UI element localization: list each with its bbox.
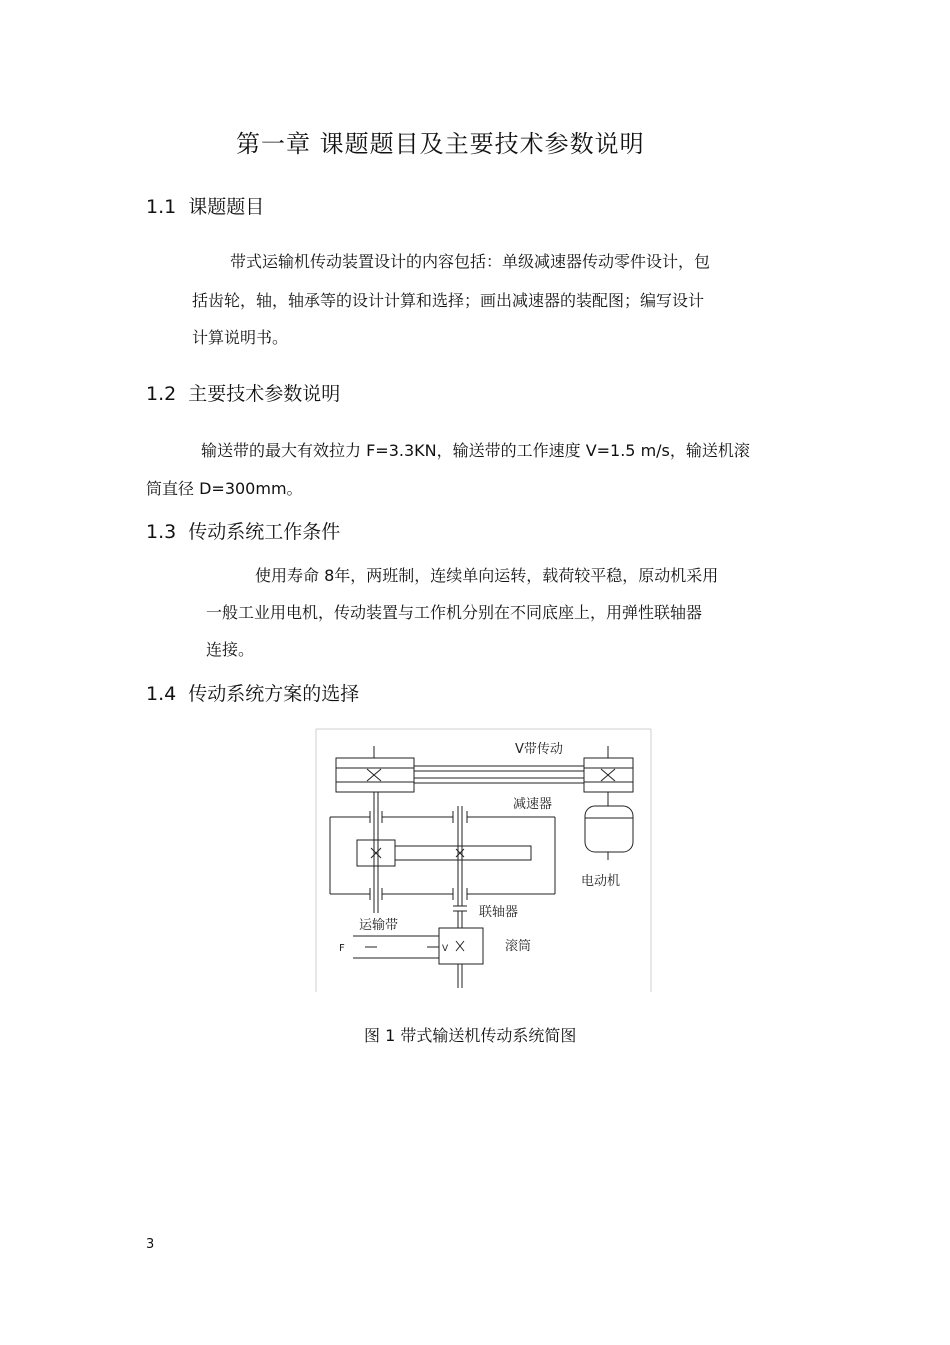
- section-title: 主要技术参数说明: [188, 383, 341, 405]
- label-motor: 电动机: [581, 874, 621, 889]
- paragraph-line: 连接。: [206, 640, 255, 659]
- transmission-diagram: [315, 728, 652, 993]
- label-v-belt: V带传动: [515, 742, 563, 757]
- paragraph-line: 使用寿命 8年，两班制，连续单向运转，载荷较平稳，原动机采用: [255, 566, 719, 585]
- figure-caption: 图 1 带式输送机传动系统简图: [364, 1026, 577, 1045]
- label-reducer: 减速器: [513, 797, 553, 812]
- section-number: 1.1: [146, 196, 177, 218]
- left-pulley: [336, 746, 414, 792]
- section-number: 1.3: [146, 521, 177, 543]
- paragraph-line: 输送带的最大有效拉力 F=3.3KN，输送带的工作速度 V=1.5 m/s，输送机滚: [201, 441, 750, 460]
- coupling-symbol: [453, 906, 467, 928]
- section-title: 课题题目: [188, 196, 265, 218]
- label-drum: 滚筒: [505, 939, 532, 954]
- right-pulley: [584, 746, 633, 806]
- paragraph-line: 一般工业用电机，传动装置与工作机分别在不同底座上，用弹性联轴器: [206, 603, 703, 622]
- motor-symbol: [585, 806, 633, 860]
- section-heading-1-1: [146, 192, 264, 219]
- section-heading-1-2: [146, 379, 340, 406]
- reducer-housing: [330, 811, 555, 900]
- section-heading-1-4: [146, 679, 359, 706]
- page-number: 3: [146, 1237, 155, 1252]
- label-conveyor-belt: 运输带: [359, 918, 399, 933]
- conveyor-belt: [353, 936, 439, 958]
- section-number: 1.2: [146, 383, 177, 405]
- section-heading-1-3: [146, 517, 340, 544]
- label-coupling: 联轴器: [479, 905, 519, 920]
- drum-symbol: [439, 928, 483, 988]
- section-number: 1.4: [146, 683, 177, 705]
- paragraph-line: 带式运输机传动装置设计的内容包括：单级减速器传动零件设计，包: [230, 252, 711, 271]
- gear-pair: [357, 840, 531, 866]
- section-title: 传动系统方案的选择: [188, 683, 360, 705]
- label-force: F: [339, 943, 345, 954]
- paragraph-line: 计算说明书。: [192, 328, 289, 347]
- section-title: 传动系统工作条件: [188, 521, 341, 543]
- paragraph-line: 括齿轮，轴，轴承等的设计计算和选择；画出减速器的装配图；编写设计: [192, 291, 705, 310]
- v-belt: [414, 766, 584, 783]
- label-velocity: V: [442, 944, 449, 954]
- chapter-title: 第一章 课题题目及主要技术参数说明: [236, 130, 645, 158]
- paragraph-line: 筒直径 D=300mm。: [146, 479, 303, 498]
